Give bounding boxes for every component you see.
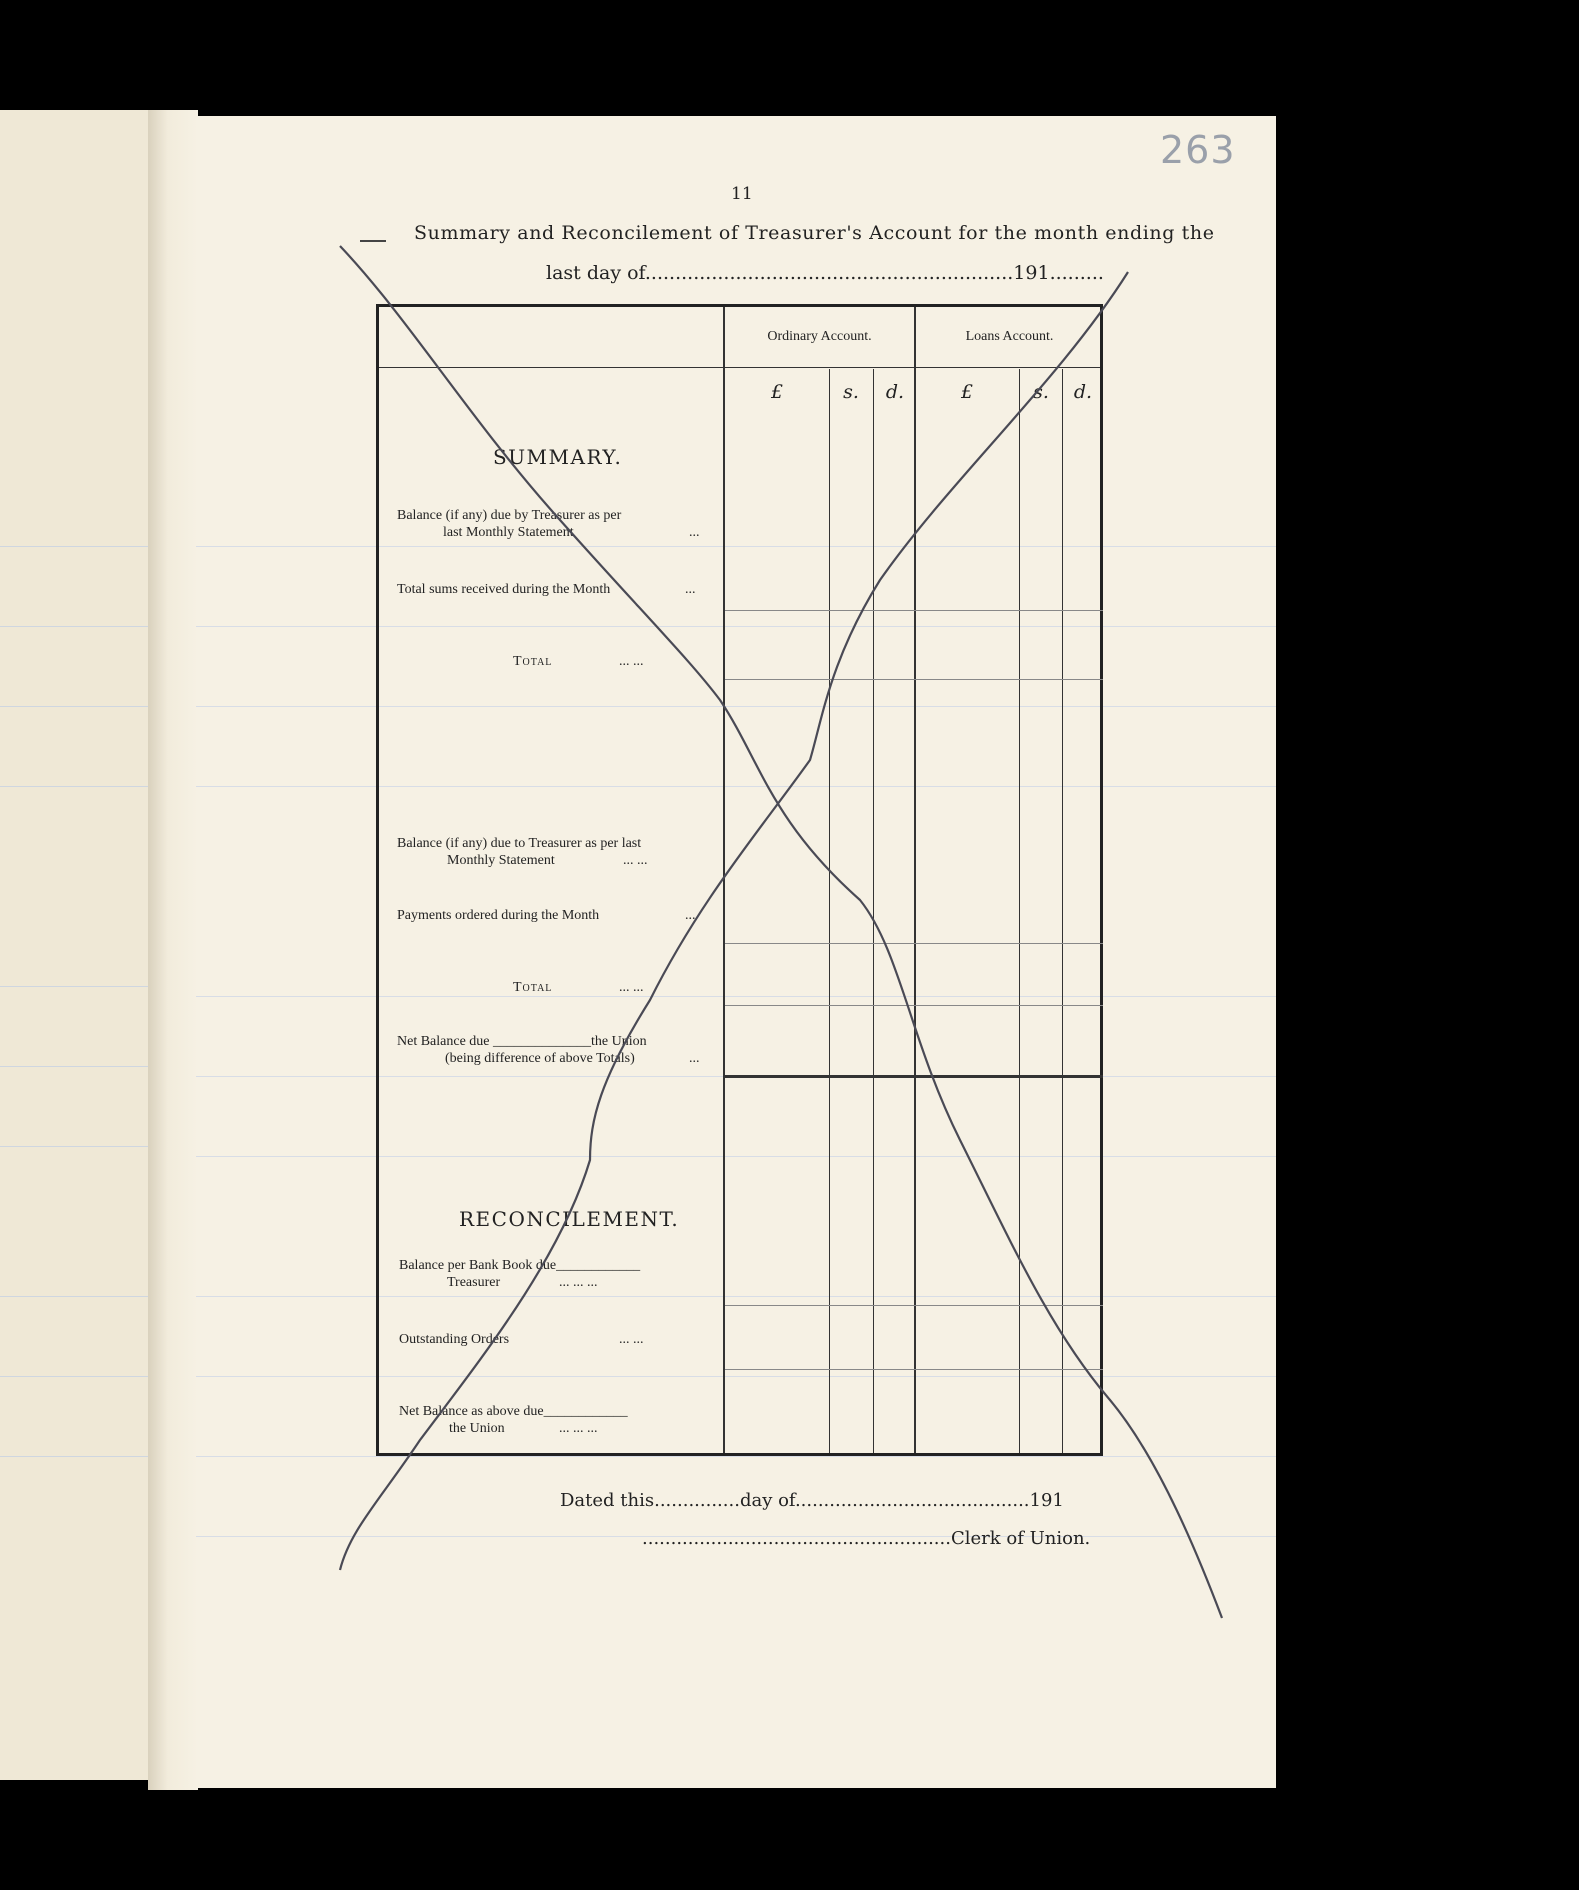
recon-net-line-2: the Union	[449, 1421, 505, 1436]
payments-text: Payments ordered during the Month	[397, 908, 600, 923]
total2-text: Total	[513, 980, 553, 995]
loans-account-header: Loans Account.	[965, 329, 1054, 344]
balance-due-by-line-1: Balance (if any) due by Treasurer as per	[397, 508, 622, 523]
ordinary-account-header: Ordinary Account.	[767, 329, 872, 344]
unit-pence-loan: d.	[1073, 381, 1093, 403]
bank-dots: ... ... ...	[559, 1275, 598, 1290]
page-number: 11	[731, 184, 753, 204]
unit-shilling-ord: s.	[843, 381, 859, 403]
balance-due-by-dots: ...	[689, 525, 700, 540]
recon-net-dots: ... ... ...	[559, 1421, 598, 1436]
balance-due-to-dots: ... ...	[623, 853, 648, 868]
unit-pound-ord: £	[770, 381, 784, 403]
recon-net-line-1: Net Balance as above due____________	[399, 1404, 628, 1419]
total2-dots: ... ...	[619, 980, 644, 995]
heading-line-2: last day of.............................................................191.........	[546, 262, 1104, 284]
balance-due-by-line-2: last Monthly Statement	[443, 525, 574, 540]
total-received-dots: ...	[685, 582, 696, 597]
unit-pound-loan: £	[960, 381, 974, 403]
unit-pence-ord: d.	[885, 381, 905, 403]
dated-line: Dated this...............day of.........................................191	[560, 1490, 1064, 1511]
outstanding-text: Outstanding Orders	[399, 1332, 510, 1347]
total-received-text: Total sums received during the Month	[397, 582, 611, 597]
bank-line-1: Balance per Bank Book due____________	[399, 1258, 641, 1273]
summary-title: SUMMARY.	[493, 445, 623, 469]
reconcilement-title: RECONCILEMENT.	[459, 1207, 680, 1231]
total1-dots: ... ...	[619, 654, 644, 669]
unit-shilling-loan: s.	[1033, 381, 1049, 403]
balance-due-to-line-2: Monthly Statement	[447, 853, 555, 868]
clerk-line: ......................................................Clerk of Union.	[642, 1528, 1091, 1549]
payments-dots: ...	[685, 908, 696, 923]
net-balance-line-2: (being difference of above Totals)	[445, 1051, 635, 1066]
folio-number: 263	[1160, 128, 1236, 172]
outstanding-dots: ... ...	[619, 1332, 644, 1347]
balance-due-to-line-1: Balance (if any) due to Treasurer as per last	[397, 836, 642, 851]
net-balance-line-1: Net Balance due ______________the Union	[397, 1034, 647, 1049]
net-balance-dots: ...	[689, 1051, 700, 1066]
heading-line-1: Summary and Reconcilement of Treasurer's Account for the month ending the	[414, 222, 1215, 244]
bank-line-2: Treasurer	[447, 1275, 501, 1290]
total1-text: Total	[513, 654, 553, 669]
